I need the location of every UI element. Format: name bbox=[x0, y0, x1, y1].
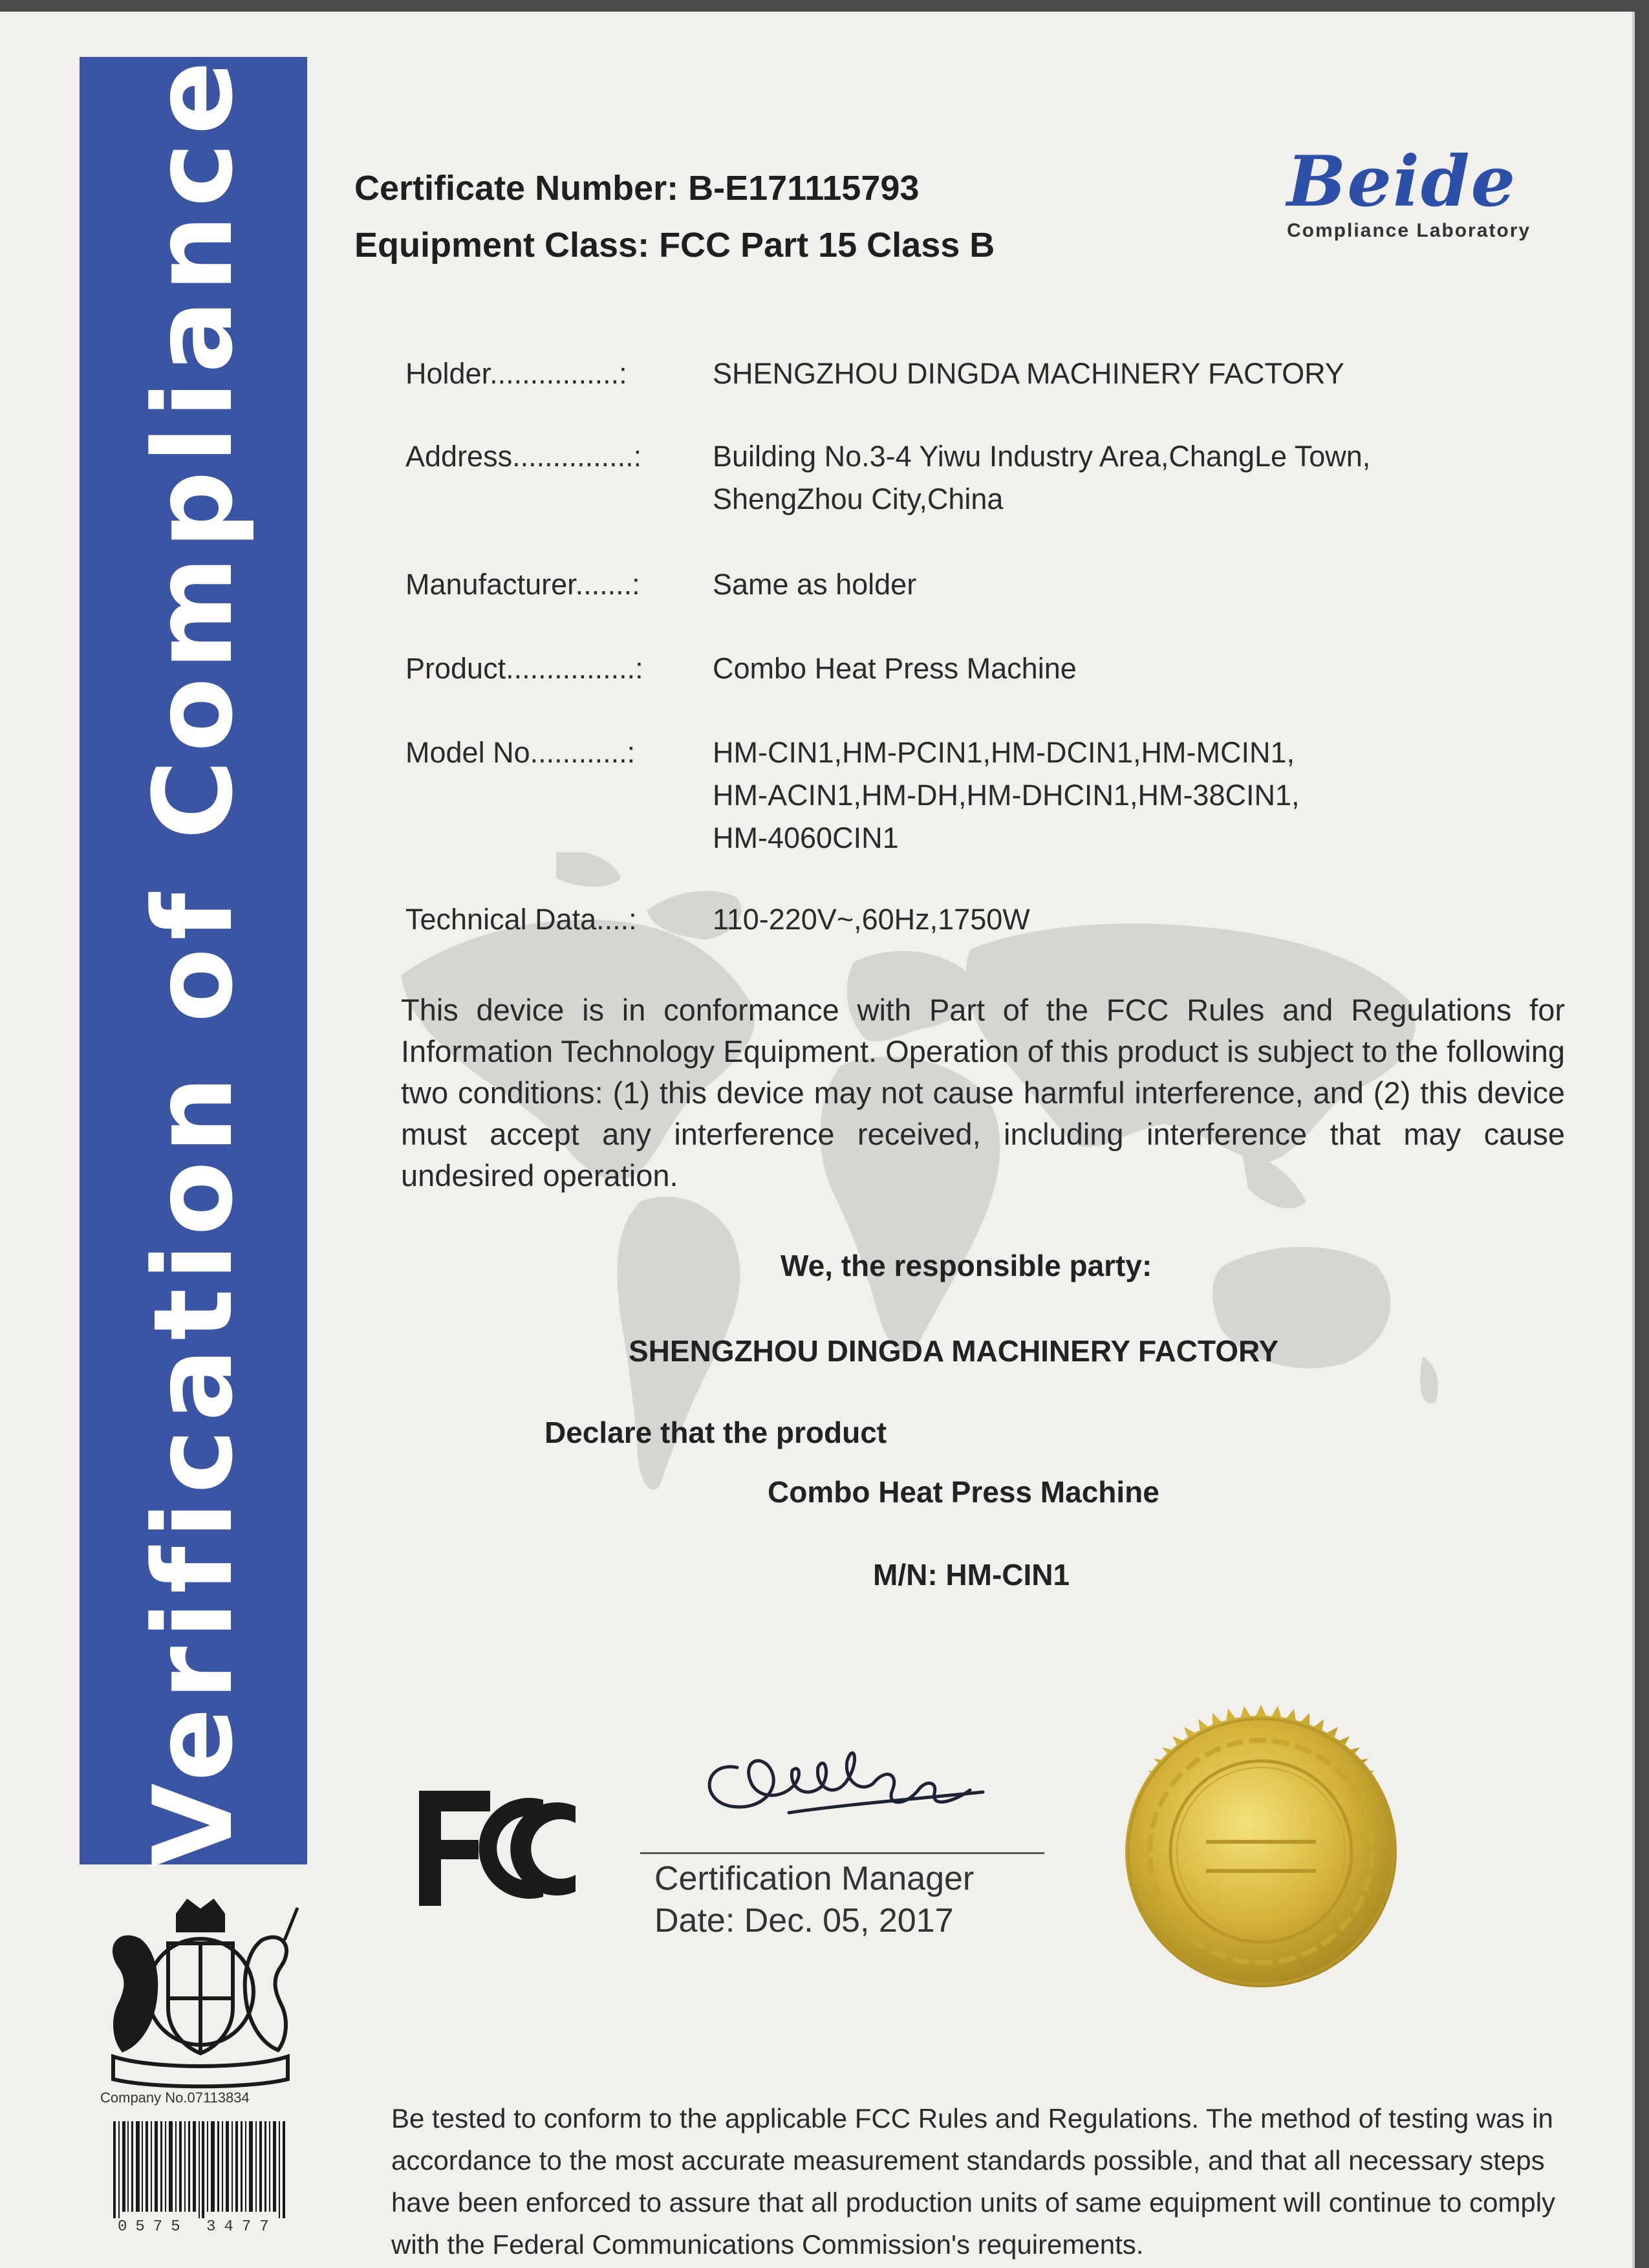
technical-data-value: 110-220V~,60Hz,1750W bbox=[713, 903, 1030, 936]
holder-value: SHENGZHOU DINGDA MACHINERY FACTORY bbox=[713, 357, 1344, 390]
gold-seal bbox=[1086, 1677, 1436, 2026]
technical-data-label: Technical Data....: bbox=[405, 903, 637, 936]
signature bbox=[692, 1729, 1015, 1839]
signatory-title: Certification Manager bbox=[654, 1860, 975, 1897]
manufacturer-value: Same as holder bbox=[713, 568, 917, 601]
declared-product: Combo Heat Press Machine bbox=[768, 1475, 1159, 1509]
model-no-line2: HM-ACIN1,HM-DH,HM-DHCIN1,HM-38CIN1, bbox=[713, 779, 1300, 812]
footer-paragraph: Be tested to conform to the applicable FCC Rules and Regulations. The method of testing was in accordance to the most accurate measurement standards possible, and that all necessary steps have been enforced to assure that all production units of same equipment will continue to comply with the Federal Communications Commission's requirements. bbox=[391, 2103, 1556, 2260]
model-no-line3: HM-4060CIN1 bbox=[713, 821, 899, 854]
side-banner-text: Verification of Compliance bbox=[130, 53, 257, 1868]
declaring-company: SHENGZHOU DINGDA MACHINERY FACTORY bbox=[629, 1334, 1279, 1368]
barcode bbox=[113, 2121, 291, 2218]
address-value-line2: ShengZhou City,China bbox=[713, 482, 1004, 515]
manufacturer-label: Manufacturer.......: bbox=[405, 568, 640, 601]
address-label: Address...............: bbox=[405, 440, 642, 473]
model-no-line1: HM-CIN1,HM-PCIN1,HM-DCIN1,HM-MCIN1, bbox=[713, 736, 1295, 769]
responsible-party: We, the responsible party: bbox=[781, 1249, 1152, 1282]
address-value-line1: Building No.3-4 Yiwu Industry Area,ChangLe Town, bbox=[713, 440, 1371, 473]
product-value: Combo Heat Press Machine bbox=[713, 652, 1077, 685]
company-number: Company No.07113834 bbox=[100, 2090, 250, 2106]
signature-line bbox=[640, 1852, 1044, 1854]
beide-logo: Beide bbox=[1287, 141, 1517, 222]
royal-crest bbox=[94, 1895, 307, 2089]
declared-model: M/N: HM-CIN1 bbox=[873, 1558, 1070, 1592]
model-no-label: Model No............: bbox=[405, 736, 636, 769]
declare-statement: Declare that the product bbox=[544, 1416, 887, 1449]
holder-label: Holder................: bbox=[405, 357, 627, 390]
barcode-number: 0575 3477 bbox=[118, 2218, 277, 2236]
fcc-logo bbox=[414, 1780, 588, 1916]
certificate-number: Certificate Number: B-E171115793 bbox=[354, 169, 920, 208]
conformance-paragraph: This device is in conformance with Part of the FCC Rules and Regulations for Information Technology Equipment. Operation of this product is subject to the following two conditions: (1) this device may not cause harmful interference, and (2) this device must accept any interference received, including interference that may cause undesired operation. bbox=[401, 993, 1565, 1193]
signature-date: Date: Dec. 05, 2017 bbox=[654, 1902, 954, 1939]
equipment-class: Equipment Class: FCC Part 15 Class B bbox=[354, 226, 995, 265]
logo-subtitle: Compliance Laboratory bbox=[1287, 220, 1531, 241]
product-label: Product................: bbox=[405, 652, 643, 685]
certificate-page bbox=[0, 12, 1635, 2268]
world-map-watermark bbox=[388, 852, 1526, 1577]
